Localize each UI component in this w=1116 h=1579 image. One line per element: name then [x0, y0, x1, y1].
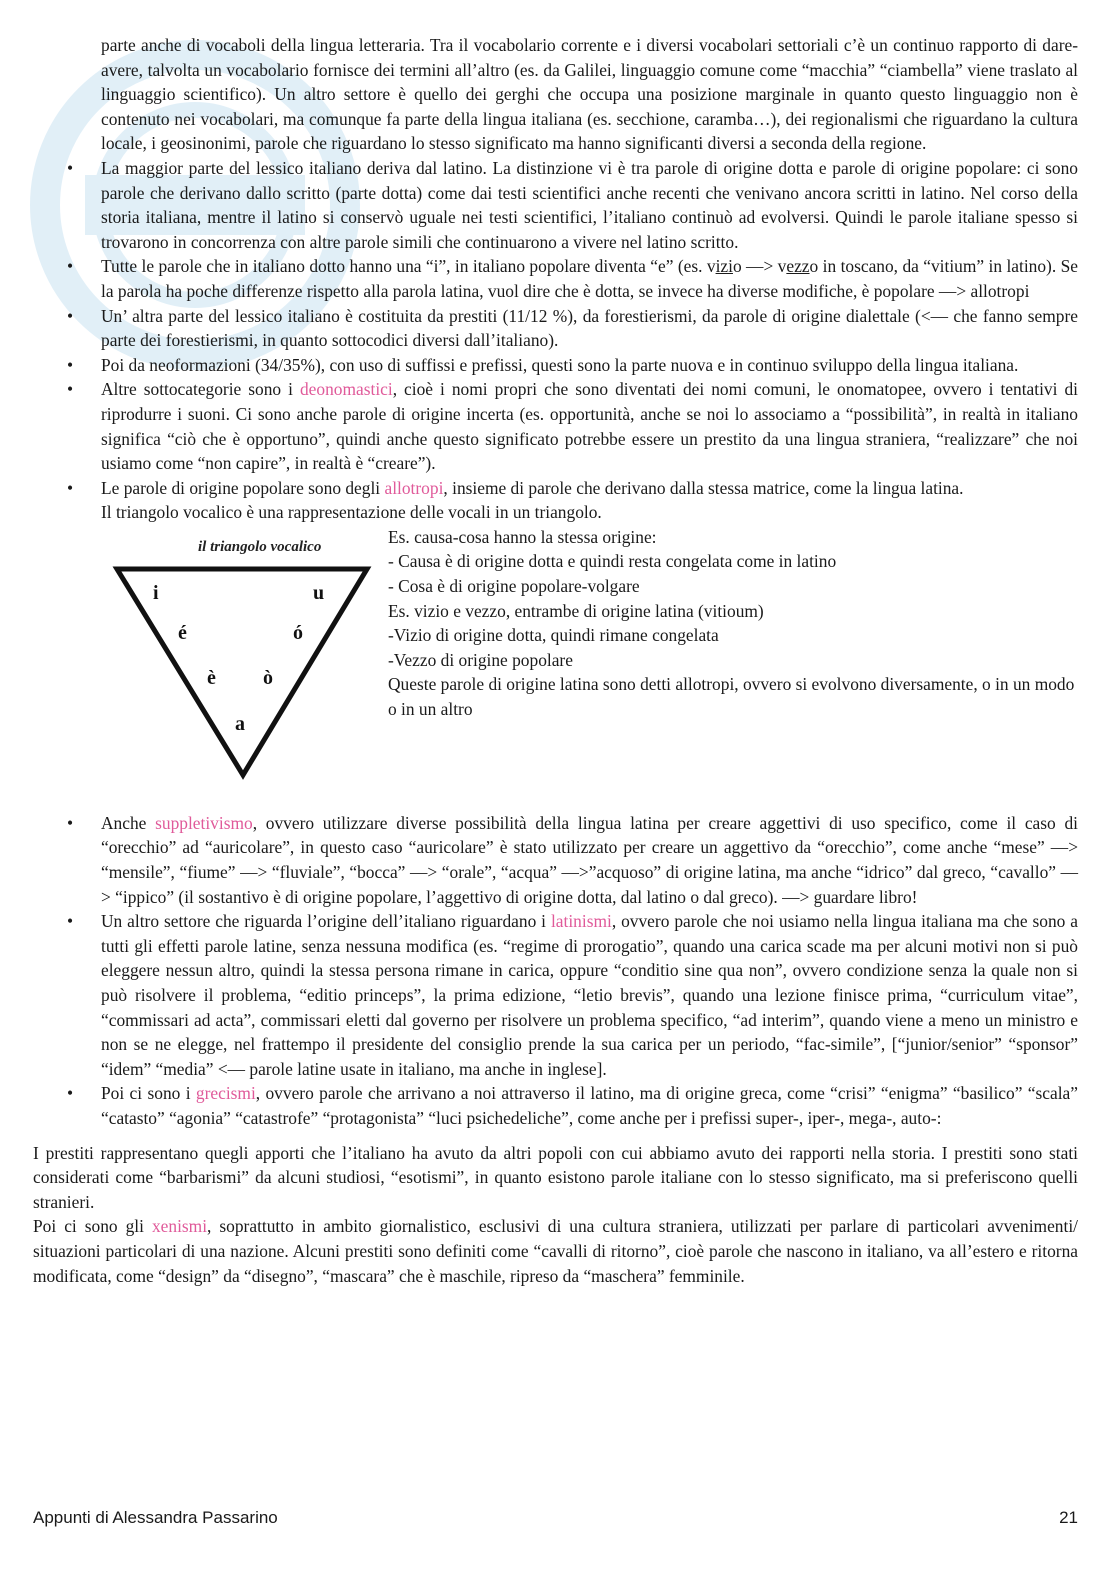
figure-notes — [388, 525, 1078, 722]
figure-note-line: - Cosa è di origine popolare-volgare — [388, 576, 640, 597]
paragraph-xenismi: Poi ci sono gli xenismi, soprattutto in ambito giornalistico, esclusivi di una cultura straniera, utilizzati per parlare di particolari avvenimenti/ situazioni particolari di una nazione. Alcuni prestiti sono definiti come “cavalli di ritorno”, cioè parole che nascono in italiano, va all’estero e ritorna modificata, come “design” da “disegno”, “mascara” che è maschile, ripreso da “maschera” femminile. — [33, 1216, 1078, 1286]
paragraph-prestiti: I prestiti rappresentano quegli apporti che l’italiano ha avuto da altri popoli con cui abbiamo avuto dei rapporti nella storia. I prestiti sono stati considerati come “barbarismi” da alcuni studiosi, “esotismi”, in quanto esistono parole italiane con lo stesso significato, ma si preferiscono quelli stranieri. — [33, 1142, 1078, 1212]
bullet-lessico-latino: • La maggior parte del lessico italiano deriva dal latino. La distinzione vi è tra parole di origine dotta e parole di origine popolare: ci sono parole che derivano dallo scritto (parte dotta) come dai testi scientifici anche recenti che venivano ancora scritti in latino. Nel corso della storia italiana, mentre il latino si conservò uguale nei testi scientifici, l’italiano continuò ad evolversi. Quindi le parole italiane spesso si trovarono in concorrenza con altre parole simili che continuarono a vivere nel latino scritto. — [67, 157, 1078, 252]
bullet-neoformazioni: • Poi da neoformazioni (34/35%), con uso di suffissi e prefissi, questi sono la parte nuova e in continuo sviluppo della lingua italiana. — [67, 354, 1019, 375]
vowel-i: i — [153, 581, 159, 604]
bullet-prestiti: • Un’ altra parte del lessico italiano è costituita da prestiti (11/12 %), da forestierismi, da parole di origine dialettale (<— che fanno sempre parte dei forestierismi, in quanto sottocodici diversi dall’italiano). — [67, 305, 1078, 351]
figure-note-line: Es. causa-cosa hanno la stessa origine: — [388, 526, 657, 547]
bullet-latinismi: • Un altro settore che riguarda l’origine dell’italiano riguardano i latinismi, ovvero parole che noi usiamo nella lingua italiana ma che sono a tutti gli effetti parole latine, senza nessuna modifica (es. “regime di prorogatio”, quando una carica scade ma per alcuni motivi non si può eleggere nessun altro, quindi la stessa persona rimane in carica, oppure “conditio sine qua non”, ovvero condizione senza la quale non si può risolvere il problema, “editio princeps”, la prima edizione, “letio brevis”, quando una lezione finisce prima, “curriculum vitae”, “commissari ad acta”, commissari eletti dal governo per risolvere un problema specifico, “ad interim”, quando viene a meno un ministro e non se ne elegge, nel frattempo il presidente del consiglio prende la sua carica per un periodo, “fac-simile”, [“junior/senior” “sponsor” “idem” “media” <— parole latine usate in italiano, ma anche in inglese]. — [67, 911, 1079, 1079]
vowel-e-closed: é — [178, 621, 187, 644]
document-body — [33, 33, 1078, 1288]
figure-note-line: -Vizio di origine dotta, quindi rimane congelata — [388, 625, 719, 646]
vowel-o-closed: ó — [293, 621, 303, 644]
bullet-dotto-popolare: • Tutte le parole che in italiano dotto hanno una “i”, in italiano popolare diventa “e” (es. vizio —> vezzo in toscano, da “vitium” in latino). Se la parola ha poche differenze rispetto alla parola latina, vuol dire che è dotta, se invece ha diverse modifiche, è popolare —> allotropi — [67, 256, 1078, 301]
term-suppletivismo: suppletivismo — [155, 812, 253, 833]
paragraph-vocabolari: parte anche di vocaboli della lingua letteraria. Tra il vocabolario corrente e i diversi vocabolari settoriali c’è un continuo rapporto di dare-avere, talvolta un vocabolario fornisce dei termini all’altro (es. da Galilei, linguaggio comune come “macchia” “ciambella” viene traslato al linguaggio scientifico). Un altro settore è quello dei gerghi che occupa una posizione marginale in quanto questo linguaggio non è contenuto nei vocabolari, ma comunque fa parte della lingua italiana (es. secchione, caramba…), dei regionalismi che riguardano la cultura locale, i geosinonimi, parole che riguardano lo stesso significato ma hanno significanti diversi a seconda della regione. — [101, 35, 1078, 154]
bullet-grecismi: • Poi ci sono i grecismi, ovvero parole che arrivano a noi attraverso il latino, ma di origine greca, come “crisi” “enigma” “basilico” “scala” “catasto” “agonia” “catastrofe” “protagonista” “luci psichedeliche”, come anche per i prefissi super-, iper-, mega-, auto-: — [67, 1083, 1078, 1128]
figure-row — [33, 525, 1078, 811]
figure-note-line: Queste parole di origine latina sono detti allotropi, ovvero si evolvono diversamente, o in un modo o in un altro — [388, 674, 1075, 720]
vowel-u: u — [313, 581, 325, 604]
page-number: 21 — [1059, 1508, 1078, 1527]
bullet-allotropi: • Le parole di origine popolare sono degli allotropi, insieme di parole che derivano dalla stessa matrice, come la lingua latina. Il triangolo vocalico è una rappresentazione delle vocali in un triangolo. — [67, 477, 964, 523]
triangle-title: il triangolo vocalico — [198, 538, 322, 555]
figure-note-line: Es. vizio e vezzo, entrambe di origine latina (vitioum) — [388, 600, 764, 621]
term-deonomastici: deonomastici — [299, 379, 393, 400]
bullet-suppletivismo: • Anche suppletivismo, ovvero utilizzare diverse possibilità della lingua latina per creare aggettivi di uso specifico, come il caso di “orecchio” ad “auricolare”, in questo caso “auricolare” è stato utilizzato per creare un aggettivo da “orecchio”, come anche “mese” —> “mensile”, “fiume” —> “fluviale”, “bocca” —> “orale”, “acqua” —>”acquoso” di origine latina, ma anche “idrico” dal greco, “cavallo” —> “ippico” (il sostantivo è di origine popolare, l’aggettivo di origine dotta, dal latino o dal greco). —> guardare libro! — [67, 812, 1078, 907]
vowel-a: a — [235, 712, 245, 735]
term-latinismi: latinismi — [550, 911, 612, 932]
vowel-o-open: ò — [263, 666, 273, 689]
footer-author: Appunti di Alessandra Passarino — [33, 1508, 278, 1527]
term-grecismi: grecismi — [195, 1083, 256, 1104]
term-xenismi: xenismi — [151, 1216, 208, 1237]
figure-note-line: - Causa è di origine dotta e quindi resta congelata come in latino — [388, 551, 837, 572]
vowel-e-open: è — [207, 666, 216, 689]
figure-note-line: -Vezzo di origine popolare — [388, 649, 573, 670]
vowel-triangle-figure — [107, 527, 377, 792]
term-allotropi: allotropi — [384, 477, 444, 498]
page-footer — [33, 1508, 1078, 1528]
bullet-deonomastici: • Altre sottocategorie sono i deonomastici, cioè i nomi propri che sono diventati dei nomi comuni, le onomatopee, ovvero i tentativi di riprodurre i suoni. Ci sono anche parole di origine incerta (es. opportunità, anche se noi lo associamo a “possibilità”, in realtà in italiano significa “ciò che è opportuno”, quindi anche questo significato potrebbe essere un prestito da una lingua straniera, “realizzare” che noi usiamo come “non capire”, in realtà è “creare”). — [67, 379, 1078, 474]
